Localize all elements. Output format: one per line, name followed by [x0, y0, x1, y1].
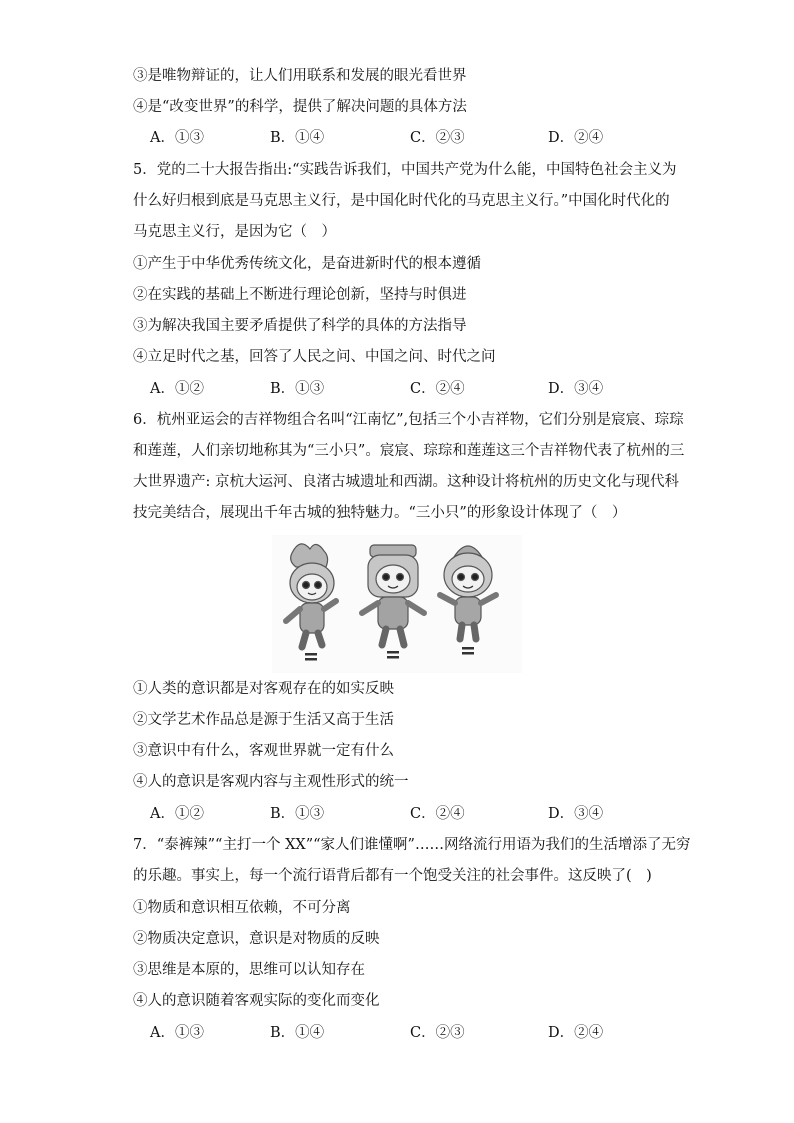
q7-item-1: ①物质和意识相互依赖，不可分离 [133, 900, 351, 916]
q4-option-c: C．②③ [410, 130, 465, 146]
mascot-lianlian [440, 546, 496, 639]
q5-option-b: B．①③ [270, 381, 325, 397]
q5-item-3: ③为解决我国主要矛盾提供了科学的具体的方法指导 [133, 318, 467, 334]
q6-stem-line-1: 6．杭州亚运会的吉祥物组合名叫“江南忆”,包括三个小吉祥物，它们分别是宸宸、琮琮 [133, 412, 684, 428]
mascot-congcong [286, 544, 336, 647]
q6-option-b: B．①③ [270, 806, 325, 822]
q4-item-3: ③是唯物辩证的，让人们用联系和发展的眼光看世界 [133, 68, 467, 84]
q7-option-a: A．①③ [150, 1025, 204, 1041]
mascot-base-marks [305, 647, 474, 661]
q4-option-a: A．①③ [150, 130, 204, 146]
q5-option-d: D．③④ [548, 381, 604, 397]
q4-item-4: ④是“改变世界”的科学，提供了解决问题的具体方法 [133, 99, 467, 115]
q6-stem-line-4: 技完美结合，展现出千年古城的独特魅力。“三小只”的形象设计体现了（ ） [133, 505, 627, 521]
q5-stem-line-3: 马克思主义行，是因为它（ ） [133, 224, 336, 240]
q7-item-4: ④人的意识随着客观实际的变化而变化 [133, 993, 380, 1009]
q7-stem-line-1: 7．“泰裤辣”“主打一个 XX”“家人们谁懂啊”……网络流行用语为我们的生活增添了无穷 [133, 837, 691, 853]
q7-option-c: C．②③ [410, 1025, 465, 1041]
q5-option-c: C．②④ [410, 381, 465, 397]
q6-option-d: D．③④ [548, 806, 604, 822]
q7-item-3: ③思维是本原的，思维可以认知存在 [133, 962, 365, 978]
q5-stem-line-1: 5．党的二十大报告指出:“实践告诉我们，中国共产党为什么能，中国特色社会主义为 [133, 162, 677, 178]
q5-stem-line-2: 什么好归根到底是马克思主义行，是中国化时代化的马克思主义行。”中国化时代化的 [133, 193, 670, 209]
mascot-chenchen [362, 545, 424, 645]
q7-item-2: ②物质决定意识，意识是对物质的反映 [133, 931, 380, 947]
q6-item-2: ②文学艺术作品总是源于生活又高于生活 [133, 712, 394, 728]
q7-option-d: D．②④ [548, 1025, 604, 1041]
q7-option-b: B．①④ [270, 1025, 325, 1041]
q5-item-4: ④立足时代之基，回答了人民之问、中国之问、时代之问 [133, 349, 496, 365]
q6-option-c: C．②④ [410, 806, 465, 822]
q6-stem-line-3: 大世界遗产: 京杭大运河、良渚古城遗址和西湖。这种设计将杭州的历史文化与现代科 [133, 474, 679, 490]
mascot-illustration [272, 535, 522, 673]
q7-stem-line-2: 的乐趣。事实上，每一个流行语背后都有一个饱受关注的社会事件。这反映了( ) [133, 868, 652, 884]
q6-item-4: ④人的意识是客观内容与主观性形式的统一 [133, 774, 409, 790]
q5-option-a: A．①② [150, 381, 204, 397]
q6-option-a: A．①② [150, 806, 204, 822]
q5-item-2: ②在实践的基础上不断进行理论创新，坚持与时俱进 [133, 287, 467, 303]
q6-item-1: ①人类的意识都是对客观存在的如实反映 [133, 681, 394, 697]
q4-option-b: B．①④ [270, 130, 325, 146]
q6-item-3: ③意识中有什么，客观世界就一定有什么 [133, 743, 394, 759]
q6-stem-line-2: 和莲莲，人们亲切地称其为“三小只”。宸宸、琮琮和莲莲这三个吉祥物代表了杭州的三 [133, 443, 685, 459]
q4-option-d: D．②④ [548, 130, 604, 146]
q5-item-1: ①产生于中华优秀传统文化，是奋进新时代的根本遵循 [133, 256, 481, 272]
